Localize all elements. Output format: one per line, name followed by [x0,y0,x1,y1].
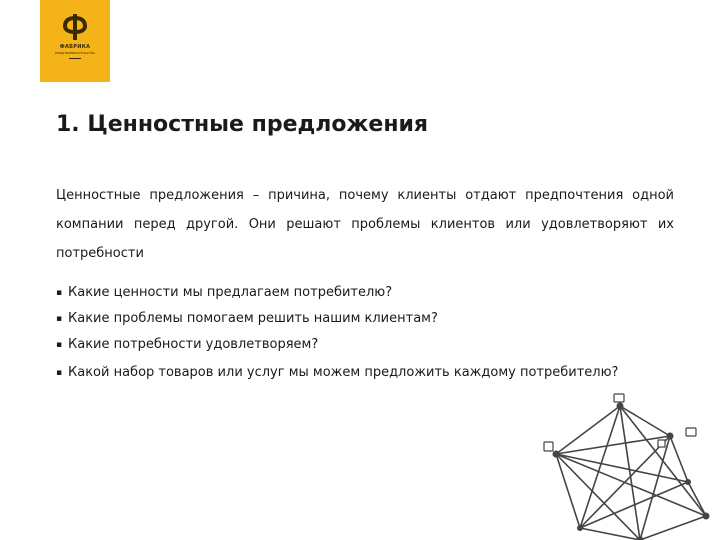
logo-name: ФАБРИКА [59,44,91,50]
list-item-text: Какой набор товаров или услуг мы можем предложить каждому потребителю? [68,365,619,380]
bullet-icon: ▪ [56,288,63,298]
brand-mark-icon [60,12,90,42]
intro-paragraph: Ценностные предложения – причина, почему клиенты отдают предпочтения одной компании перед другой. Они решают проблемы клиентов или удовлетворяют их потребности [56,188,674,261]
network-polyhedron-icon [520,392,720,540]
list-item-text: Какие потребности удовлетворяем? [68,337,319,352]
logo-tagline: ПРЕДПРИНИМАТЕЛЬСТВА [55,51,95,55]
bullet-icon: ▪ [56,340,63,350]
brand-logo [40,0,110,82]
bullet-icon: ▪ [56,314,63,324]
list-item [56,332,674,358]
list-item-text: Какие проблемы помогаем решить нашим клиентам? [68,311,438,326]
logo-divider [69,58,81,59]
question-list [56,280,674,388]
slide-title: 1. Ценностные предложения [56,112,429,137]
list-item [56,280,674,306]
list-item [56,306,674,332]
list-item-text: Какие ценности мы предлагаем потребителю? [68,285,393,300]
bullet-icon: ▪ [56,368,63,378]
list-item [56,358,674,388]
